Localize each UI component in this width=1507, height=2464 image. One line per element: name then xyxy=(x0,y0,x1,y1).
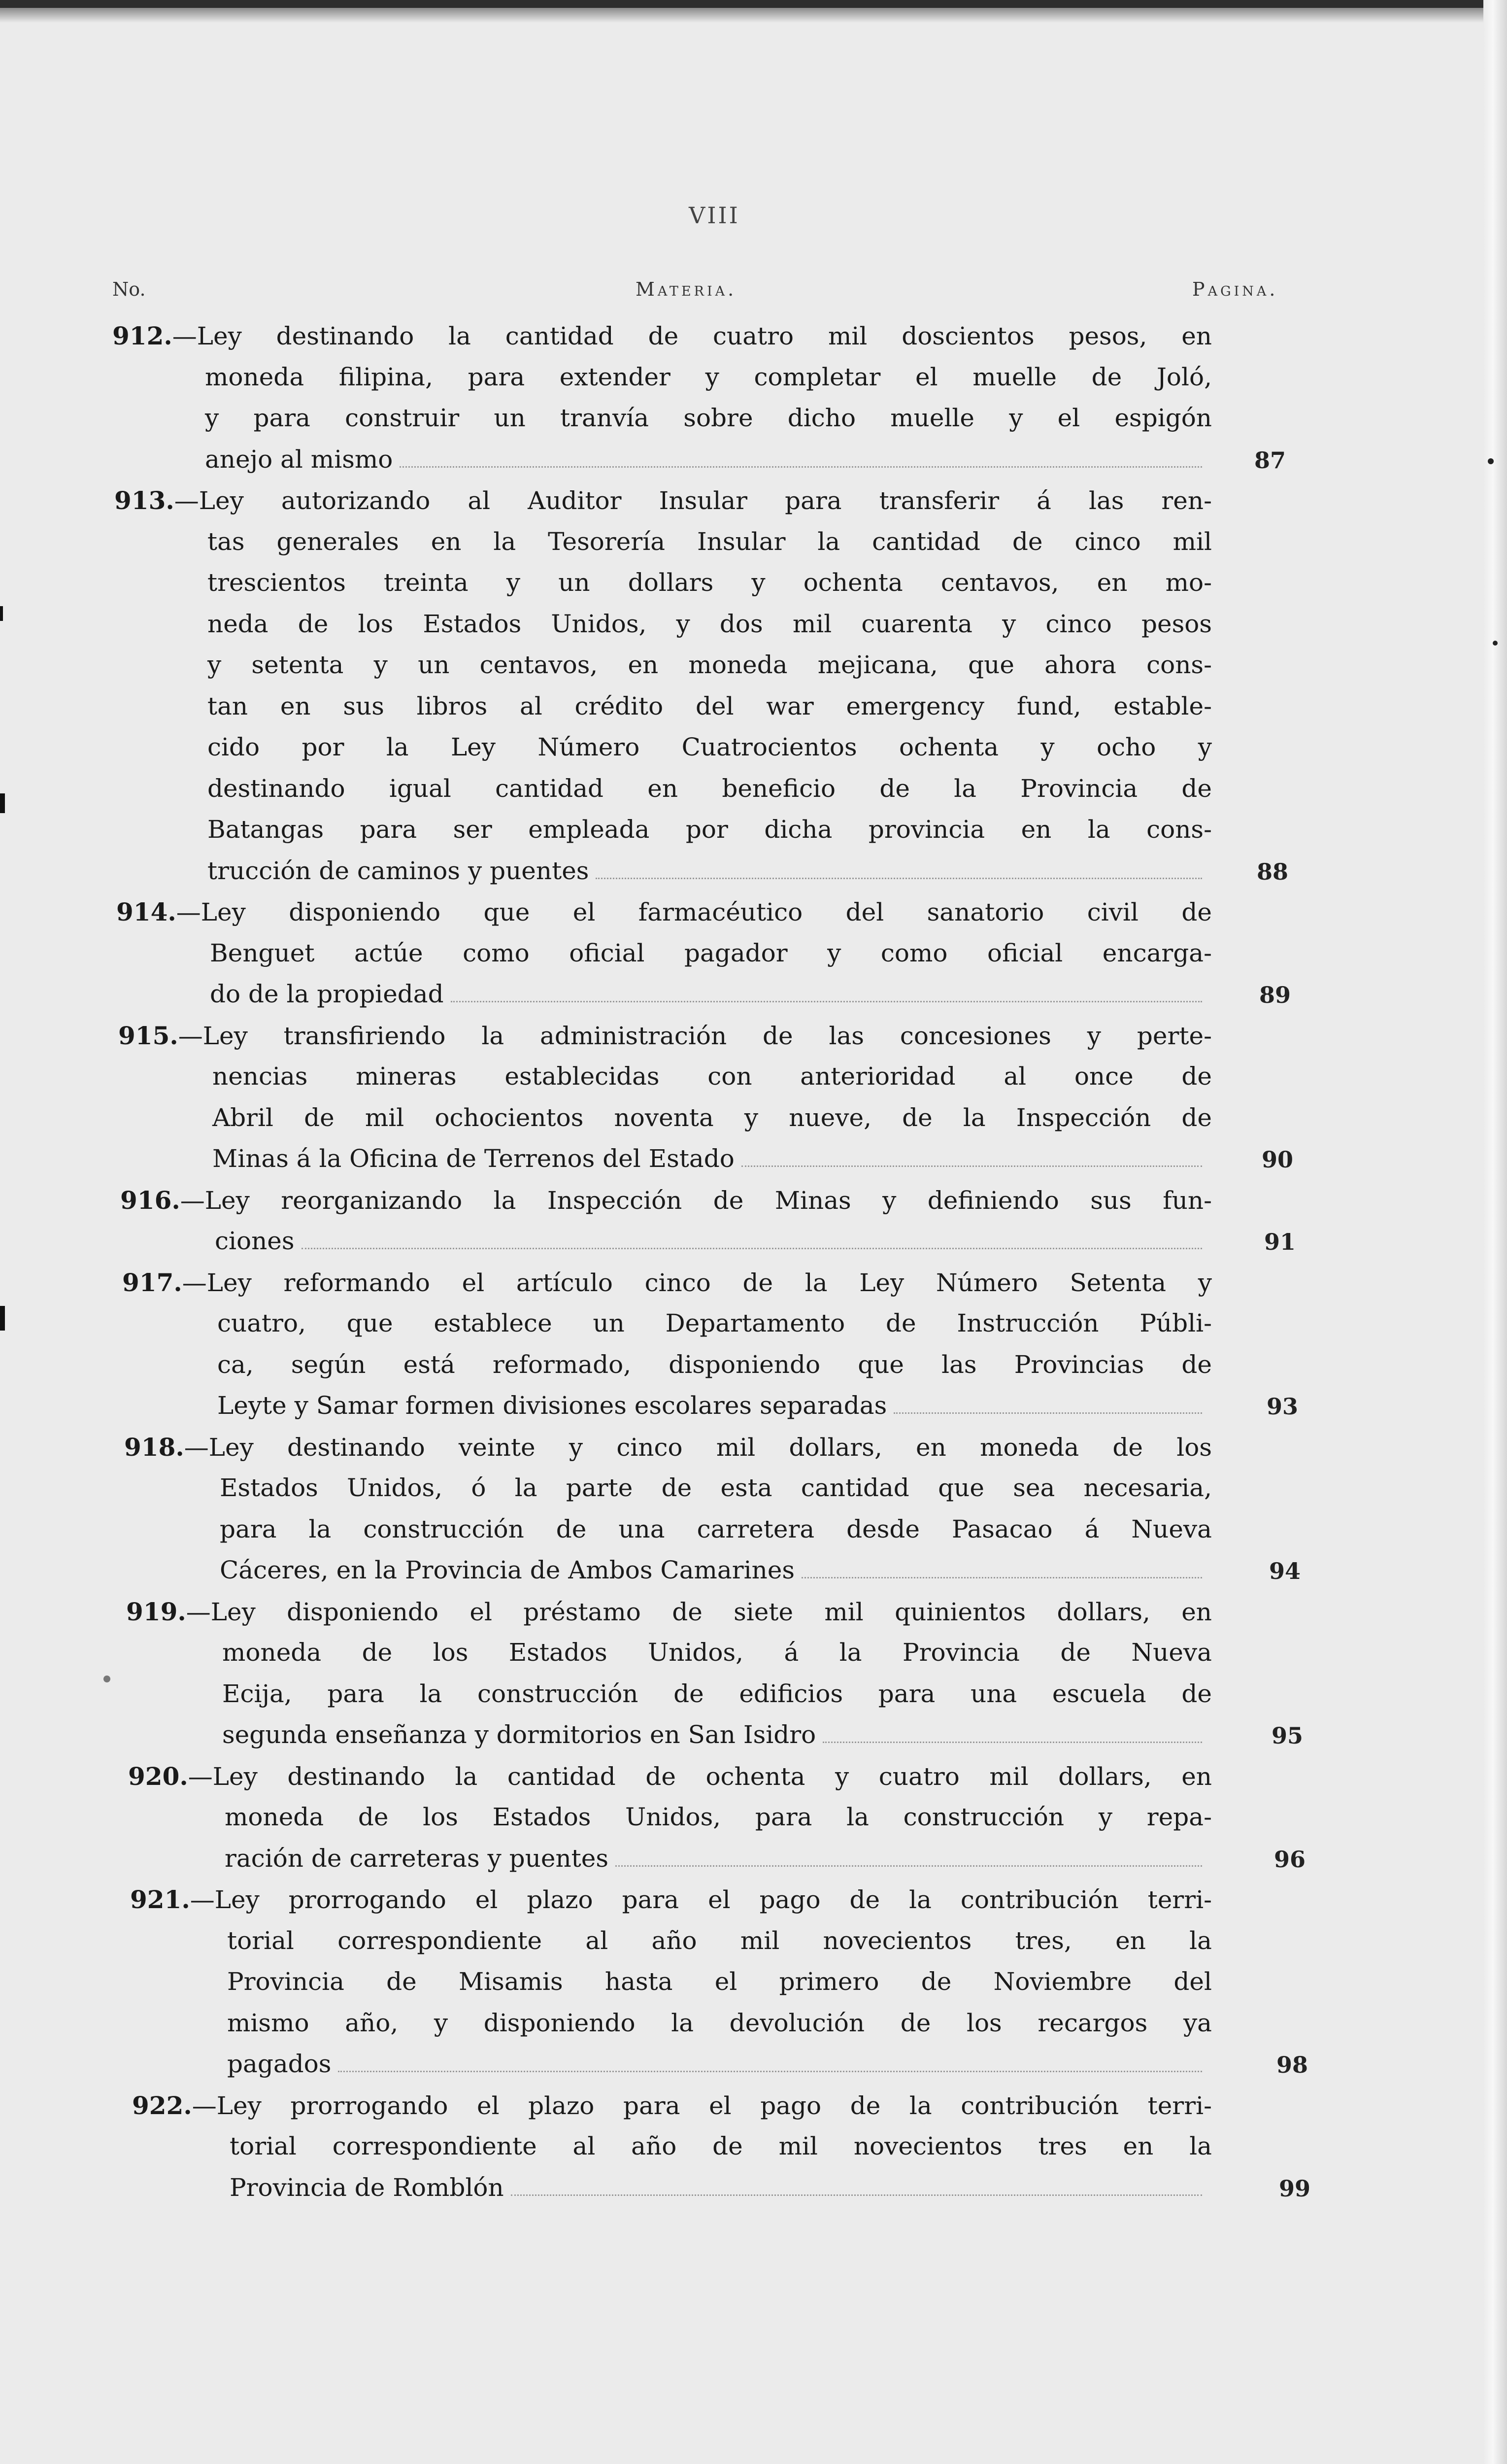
entry-line xyxy=(116,974,1212,1015)
page-reference: 98 xyxy=(1276,2052,1308,2078)
page-right-edge xyxy=(1483,0,1507,2464)
entry-text: trescientos treinta y un dollars y ochenta centavos, en mo- xyxy=(207,568,1212,597)
entry-text: Provincia de Romblón xyxy=(230,2173,504,2202)
entry-line xyxy=(124,1468,1212,1509)
entry-text: para la construcción de una carretera desde Pasacao á Nueva xyxy=(220,1514,1212,1543)
entry-text: Benguet actúe como oficial pagador y como oficial encarga- xyxy=(210,938,1212,967)
entry-line xyxy=(122,1344,1212,1386)
entry-text: y setenta y un centavos, en moneda mejicana, que ahora cons- xyxy=(207,650,1212,679)
entry-line xyxy=(118,1056,1212,1097)
entry-line xyxy=(124,1427,1212,1468)
page-reference: 88 xyxy=(1256,858,1288,885)
index-entry xyxy=(124,1427,1212,1591)
entry-line xyxy=(130,1961,1212,2003)
entry-line xyxy=(132,2126,1212,2167)
entry-text: Abril de mil ochocientos noventa y nueve, de la Inspección de xyxy=(212,1103,1212,1132)
page-reference: 87 xyxy=(1254,446,1286,474)
entry-text: ciones xyxy=(215,1227,295,1255)
entry-line xyxy=(114,809,1212,851)
entry-line xyxy=(128,1838,1212,1880)
scan-left-mark xyxy=(0,606,3,621)
dot-leader xyxy=(400,466,1202,468)
page-number: VIII xyxy=(689,202,740,229)
entry-line xyxy=(132,2167,1212,2209)
page-top-edge xyxy=(0,0,1507,8)
entry-line xyxy=(114,480,1212,521)
entry-text: —Ley reorganizando la Inspección de Minas y definiendo sus fun- xyxy=(180,1186,1212,1215)
entry-text: moneda de los Estados Unidos, á la Provincia de Nueva xyxy=(222,1638,1212,1667)
entry-line xyxy=(112,357,1212,398)
entry-number: 913. xyxy=(114,486,174,515)
entry-text: moneda de los Estados Unidos, para la construcción y repa- xyxy=(225,1803,1212,1831)
dot-leader xyxy=(451,1000,1202,1002)
entry-number: 919. xyxy=(126,1597,186,1626)
entry-line xyxy=(126,1591,1212,1633)
entry-text: Batangas para ser empleada por dicha provincia en la cons- xyxy=(207,815,1212,844)
entry-line xyxy=(126,1632,1212,1674)
dot-leader xyxy=(894,1412,1202,1414)
entry-line xyxy=(128,1797,1212,1838)
entry-text: Minas á la Oficina de Terrenos del Estado xyxy=(212,1144,735,1173)
entry-line xyxy=(112,439,1212,480)
index-entry xyxy=(128,1756,1212,1880)
entry-text: Estados Unidos, ó la parte de esta cantidad que sea necesaria, xyxy=(220,1473,1212,1502)
dot-leader xyxy=(823,1741,1202,1743)
entry-text: y para construir un tranvía sobre dicho muelle y el espigón xyxy=(205,404,1212,432)
index-entry xyxy=(114,480,1212,891)
entry-line xyxy=(130,2003,1212,2044)
entry-text: trucción de caminos y puentes xyxy=(207,856,589,885)
entry-line xyxy=(114,645,1212,686)
entry-number: 912. xyxy=(112,321,172,350)
entry-line xyxy=(122,1385,1212,1427)
entry-line xyxy=(112,315,1212,357)
entry-line xyxy=(118,1138,1212,1180)
entry-line xyxy=(124,1550,1212,1591)
dot-leader xyxy=(615,1865,1202,1867)
page-reference: 99 xyxy=(1278,2175,1310,2202)
entry-text: —Ley reformando el artículo cinco de la Ley Número Setenta y xyxy=(182,1268,1212,1297)
entry-text: —Ley destinando veinte y cinco mil dollars, en moneda de los xyxy=(184,1433,1212,1462)
entry-text: anejo al mismo xyxy=(205,445,393,474)
entry-line xyxy=(120,1180,1212,1221)
entry-line xyxy=(130,1879,1212,1920)
dot-leader xyxy=(301,1247,1202,1249)
dot-leader xyxy=(596,877,1202,879)
entry-text: tas generales en la Tesorería Insular la cantidad de cinco mil xyxy=(207,527,1212,556)
page-reference: 89 xyxy=(1259,982,1291,1008)
page-reference: 93 xyxy=(1266,1393,1298,1420)
dot-leader xyxy=(741,1165,1202,1167)
entry-text: Provincia de Misamis hasta el primero de Noviembre del xyxy=(227,1967,1212,1996)
entry-text: —Ley destinando la cantidad de cuatro mil doscientos pesos, en xyxy=(172,322,1212,350)
entry-text: destinando igual cantidad en beneficio de la Provincia de xyxy=(207,774,1212,803)
index-entry xyxy=(130,1879,1212,2085)
entry-text: segunda enseñanza y dormitorios en San Isidro xyxy=(222,1720,816,1749)
entry-line xyxy=(132,2085,1212,2126)
column-header-no: No. xyxy=(112,278,146,300)
entry-line xyxy=(114,562,1212,604)
entry-line xyxy=(118,1097,1212,1139)
index-entry xyxy=(112,315,1212,480)
entry-text: —Ley disponiendo que el farmacéutico del sanatorio civil de xyxy=(176,898,1212,926)
entry-line xyxy=(114,604,1212,645)
entry-text: ración de carreteras y puentes xyxy=(225,1844,609,1873)
entry-text: Ecija, para la construcción de edificios para una escuela de xyxy=(222,1679,1212,1708)
entry-text: cuatro, que establece un Departamento de Instrucción Públi- xyxy=(217,1309,1212,1337)
entry-text: mismo año, y disponiendo la devolución de los recargos ya xyxy=(227,2008,1212,2037)
scan-left-mark xyxy=(0,1306,5,1331)
entry-text: torial correspondiente al año mil novecientos tres, en la xyxy=(227,1926,1212,1955)
dot-leader xyxy=(338,2070,1202,2072)
entry-text: ca, según está reformado, disponiendo que las Provincias de xyxy=(217,1350,1212,1379)
scan-speck xyxy=(103,1676,110,1682)
index-entry xyxy=(118,1015,1212,1180)
entry-text: Cáceres, en la Provincia de Ambos Camarines xyxy=(220,1556,795,1584)
entry-text: pagados xyxy=(227,2050,332,2078)
entry-text: tan en sus libros al crédito del war emergency fund, estable- xyxy=(207,691,1212,720)
scan-left-mark xyxy=(0,793,5,813)
entry-line xyxy=(124,1509,1212,1550)
entry-line xyxy=(126,1714,1212,1756)
entry-line xyxy=(114,727,1212,768)
index-entry xyxy=(126,1591,1212,1756)
entry-number: 915. xyxy=(118,1021,178,1050)
entry-line xyxy=(114,686,1212,727)
entry-line xyxy=(130,1920,1212,1962)
entry-text: —Ley autorizando al Auditor Insular para transferir á las ren- xyxy=(174,486,1212,515)
index-entry xyxy=(122,1262,1212,1427)
index-entry xyxy=(132,2085,1212,2209)
entry-line xyxy=(128,1756,1212,1797)
entry-line xyxy=(120,1221,1212,1262)
entry-line xyxy=(122,1262,1212,1303)
scan-speck xyxy=(1493,641,1498,646)
entry-text: —Ley destinando la cantidad de ochenta y cuatro mil dollars, en xyxy=(188,1762,1212,1791)
entry-text: torial correspondiente al año de mil novecientos tres en la xyxy=(230,2132,1212,2160)
entry-text: —Ley disponiendo el préstamo de siete mil quinientos dollars, en xyxy=(186,1597,1212,1626)
page-reference: 95 xyxy=(1271,1722,1303,1749)
entry-number: 916. xyxy=(120,1185,180,1215)
dot-leader xyxy=(802,1576,1202,1578)
entry-text: moneda filipina, para extender y completar el muelle de Joló, xyxy=(205,362,1212,391)
entry-number: 917. xyxy=(122,1267,182,1297)
entry-line xyxy=(122,1303,1212,1344)
entry-text: do de la propiedad xyxy=(210,980,444,1008)
entry-text: —Ley transfiriendo la administración de las concesiones y perte- xyxy=(178,1021,1212,1050)
entry-line xyxy=(126,1674,1212,1715)
entry-number: 920. xyxy=(128,1761,188,1791)
column-header-pagina: Pagina. xyxy=(1192,278,1278,300)
page-reference: 91 xyxy=(1264,1229,1296,1255)
entry-line xyxy=(130,2044,1212,2085)
column-header-materia: Materia. xyxy=(636,278,737,300)
entry-text: Leyte y Samar formen divisiones escolares separadas xyxy=(217,1391,887,1420)
entry-number: 921. xyxy=(130,1885,190,1914)
entry-number: 918. xyxy=(124,1432,184,1462)
entry-text: —Ley prorrogando el plazo para el pago de la contribución terri- xyxy=(192,2091,1212,2120)
entry-number: 922. xyxy=(132,2090,192,2120)
entry-number: 914. xyxy=(116,897,176,926)
page-top-shadow xyxy=(0,8,1507,23)
page-reference: 90 xyxy=(1261,1146,1293,1173)
entry-line xyxy=(116,891,1212,933)
index-entry xyxy=(120,1180,1212,1262)
entry-text: —Ley prorrogando el plazo para el pago de la contribución terri- xyxy=(190,1885,1212,1914)
entry-line xyxy=(114,851,1212,892)
entry-line xyxy=(114,768,1212,810)
index-entry xyxy=(116,891,1212,1015)
entry-line xyxy=(112,398,1212,439)
dot-leader xyxy=(511,2194,1202,2196)
entry-text: nencias mineras establecidas con anterioridad al once de xyxy=(212,1062,1212,1091)
entry-text: neda de los Estados Unidos, y dos mil cuarenta y cinco pesos xyxy=(207,609,1212,638)
entry-line xyxy=(118,1015,1212,1057)
scan-speck xyxy=(1488,458,1494,464)
entry-line xyxy=(114,521,1212,563)
entry-text: cido por la Ley Número Cuatrocientos ochenta y ocho y xyxy=(207,733,1212,761)
page-reference: 96 xyxy=(1273,1846,1306,1873)
page-reference: 94 xyxy=(1269,1558,1301,1584)
entry-line xyxy=(116,933,1212,974)
